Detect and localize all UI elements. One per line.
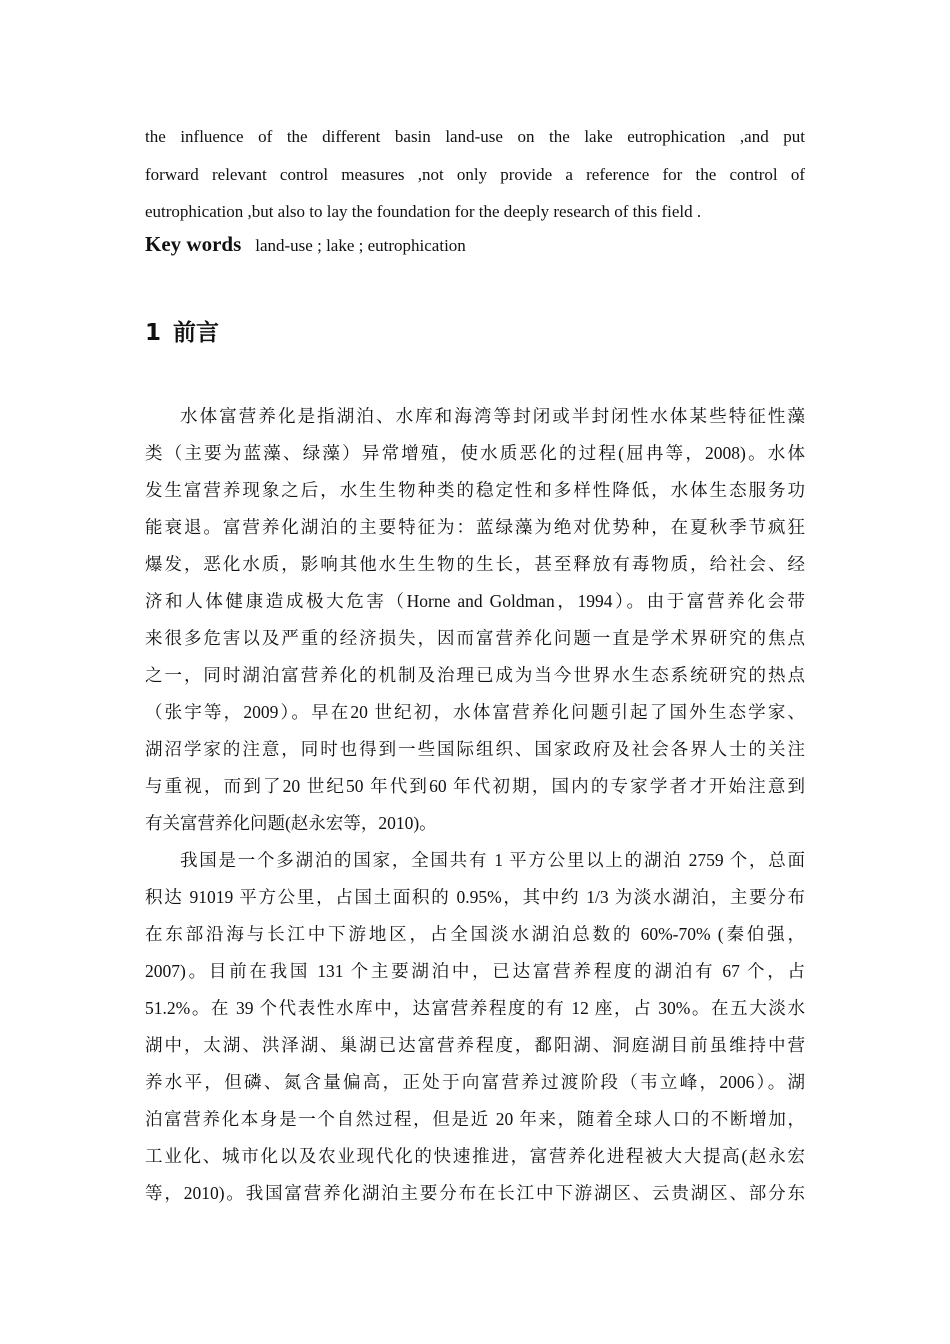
- body-text: [145, 398, 805, 1212]
- paragraph-line: 2007)。目前在我国 131 个主要湖泊中，已达富营养程度的湖泊有 67 个，占: [145, 961, 805, 981]
- keywords-line: [145, 232, 466, 257]
- paragraph-line: 工业化、城市化以及农业现代化的快速推进，富营养化进程被大大提高(赵永宏: [145, 1146, 805, 1166]
- paragraph-line: 与重视，而到了20 世纪50 年代到60 年代初期，国内的专家学者才开始注意到: [145, 776, 805, 796]
- paragraph-line: 泊富营养化本身是一个自然过程，但是近 20 年来，随着全球人口的不断增加，: [145, 1109, 805, 1129]
- paragraph-line: 积达 91019 平方公里，占国土面积的 0.95%，其中约 1/3 为淡水湖泊，主要分布: [145, 887, 805, 907]
- abstract-line: forward relevant control measures ,not only provide a reference for the control of: [145, 164, 805, 184]
- paragraph-line: 等，2010)。我国富营养化湖泊主要分布在长江中下游湖区、云贵湖区、部分东: [145, 1183, 805, 1203]
- paragraph-line: 类（主要为蓝藻、绿藻）异常增殖，使水质恶化的过程(屈冉等，2008)。水体: [145, 443, 805, 463]
- section-title: 前言: [173, 320, 220, 346]
- paragraph-line: 在东部沿海与长江中下游地区，占全国淡水湖泊总数的 60%-70% (秦伯强，: [145, 924, 805, 944]
- paragraph-line: 来很多危害以及严重的经济损失，因而富营养化问题一直是学术界研究的焦点: [145, 628, 805, 648]
- paragraph-line: 水体富营养化是指湖泊、水库和海湾等封闭或半封闭性水体某些特征性藻: [180, 406, 805, 426]
- section-heading: [145, 314, 219, 347]
- paragraph-line: 51.2%。在 39 个代表性水库中，达富营养程度的有 12 座，占 30%。在五大淡水: [145, 998, 805, 1018]
- keywords-value: land-use ; lake ; eutrophication: [255, 236, 466, 255]
- paragraph-line: 湖中，太湖、洪泽湖、巢湖已达富营养程度，鄱阳湖、洞庭湖目前虽维持中营: [145, 1035, 805, 1055]
- paragraph-line: （张宇等，2009）。早在20 世纪初，水体富营养化问题引起了国外生态学家、: [145, 702, 805, 722]
- paragraph: [145, 398, 805, 842]
- abstract-line: eutrophication ,but also to lay the foundation for the deeply research of this field .: [145, 202, 702, 221]
- paragraph-line: 我国是一个多湖泊的国家，全国共有 1 平方公里以上的湖泊 2759 个，总面: [180, 850, 805, 870]
- abstract-continuation: [145, 118, 805, 231]
- section-number: 1: [145, 320, 162, 346]
- paragraph-line: 有关富营养化问题(赵永宏等，2010)。: [145, 813, 437, 833]
- paragraph-line: 湖沼学家的注意，同时也得到一些国际组织、国家政府及社会各界人士的关注: [145, 739, 805, 759]
- paragraph-line: 养水平，但磷、氮含量偏高，正处于向富营养过渡阶段（韦立峰，2006）。湖: [145, 1072, 805, 1092]
- paragraph-line: 能衰退。富营养化湖泊的主要特征为：蓝绿藻为绝对优势种，在夏秋季节疯狂: [145, 517, 805, 537]
- paragraph-line: 发生富营养现象之后，水生生物种类的稳定性和多样性降低，水体生态服务功: [145, 480, 805, 500]
- paragraph-line: 爆发，恶化水质，影响其他水生生物的生长，甚至释放有毒物质，给社会、经: [145, 554, 805, 574]
- paragraph: [145, 842, 805, 1212]
- paragraph-line: 之一，同时湖泊富营养化的机制及治理已成为当今世界水生态系统研究的热点: [145, 665, 805, 685]
- paragraph-line: 济和人体健康造成极大危害（Horne and Goldman，1994）。由于富营养化会带: [145, 591, 805, 611]
- keywords-label: Key words: [145, 232, 242, 256]
- abstract-line: the influence of the different basin land-use on the lake eutrophication ,and put: [145, 127, 805, 146]
